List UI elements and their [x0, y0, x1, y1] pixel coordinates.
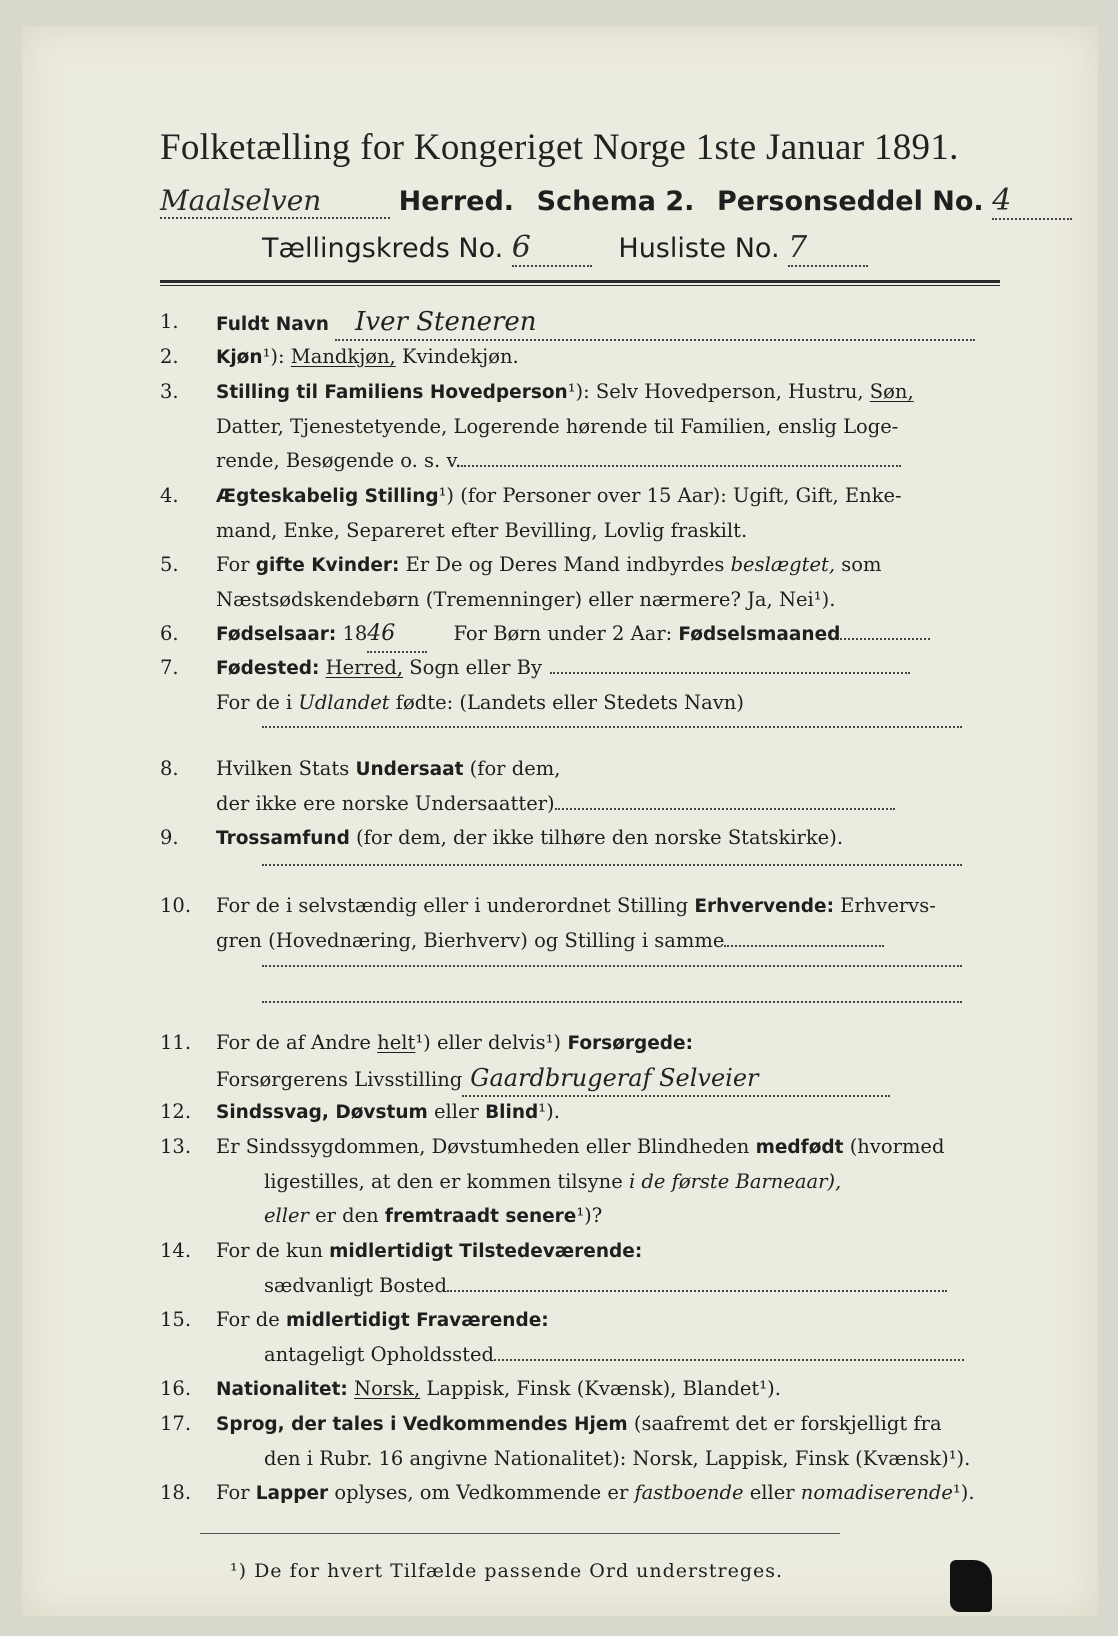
- item-label: Sprog, der tales i Vedkommendes Hjem: [216, 1414, 628, 1435]
- personseddel-number: 4: [992, 183, 1072, 220]
- item-label: Stilling til Familiens Hovedperson: [216, 382, 568, 403]
- item-number: 16.: [160, 1377, 192, 1400]
- item-text: rende, Besøgende o. s. v.: [216, 449, 462, 472]
- item-label: Lapper: [255, 1483, 329, 1504]
- item-text: den i Rubr. 16 angivne Nationalitet): Norsk, Lappisk, Finsk (Kvænsk): [264, 1447, 949, 1470]
- item-number: 3.: [160, 380, 179, 403]
- gender-option-female: Kvindekjøn.: [395, 345, 519, 368]
- item-number: 13.: [160, 1135, 192, 1158]
- kreds-label: Tællingskreds No.: [262, 233, 504, 264]
- item-text: Selv Hovedperson, Hustru,: [589, 380, 870, 403]
- item-emphasis: beslægtet,: [730, 553, 836, 576]
- footnote-ref: ¹).: [813, 588, 836, 611]
- item-text: oplyses, om Vedkommende er: [328, 1481, 635, 1504]
- fill-line: [262, 726, 962, 728]
- item-text: (for dem,: [463, 757, 561, 780]
- item-number: 17.: [160, 1412, 192, 1435]
- item-number: 9.: [160, 826, 179, 849]
- footnote-ref: ¹):: [262, 345, 285, 368]
- item-label: Fødselsmaaned: [678, 624, 841, 645]
- footnote-ref: ¹): [438, 484, 455, 507]
- item-text: For de af Andre: [216, 1031, 378, 1054]
- item-text: ligestilles, at den er kommen tilsyne: [264, 1170, 629, 1193]
- schema-label: Schema 2.: [536, 186, 695, 217]
- item-text: (saafremt det er forskjelligt fra: [627, 1412, 942, 1435]
- form-title: Folketælling for Kongeriget Norge 1ste Januar 1891.: [160, 127, 959, 168]
- item-label: medfødt: [755, 1137, 844, 1158]
- item-emphasis: fastboende: [634, 1481, 744, 1504]
- item-text: For de i selvstændig eller i underordnet Stilling: [216, 894, 695, 917]
- gender-option-male-selected: Mandkjøn,: [290, 345, 396, 368]
- husliste-number: 7: [788, 230, 868, 267]
- footnote-ref: ¹).: [952, 1481, 975, 1504]
- header-rule-thin: [160, 285, 1000, 286]
- footnote-ref: ¹).: [759, 1377, 781, 1400]
- ink-blot: [950, 1560, 992, 1612]
- item-label: midlertidigt Tilstedeværende:: [329, 1241, 643, 1262]
- item-text: For de kun: [216, 1239, 330, 1262]
- item-text: sædvanligt Bosted: [264, 1274, 447, 1297]
- fill-line: [840, 624, 930, 640]
- item-label: Undersaat: [355, 759, 464, 780]
- item-number: 5.: [160, 553, 179, 576]
- fill-line: [262, 1001, 962, 1003]
- item-text: der ikke ere norske Undersaatter): [216, 792, 555, 815]
- item-label: fremtraadt senere: [384, 1206, 577, 1227]
- item-label: Erhvervende:: [694, 896, 834, 917]
- fill-line: [262, 864, 962, 866]
- fill-line: [461, 451, 901, 467]
- item-label: Ægteskabelig Stilling: [216, 486, 439, 507]
- item-emphasis: nomadiserende: [800, 1481, 953, 1504]
- footnote-ref: ¹):: [567, 380, 590, 403]
- item-label: Fødested:: [216, 658, 320, 679]
- item-text: mand, Enke, Separeret efter Bevilling, Lovlig fraskilt.: [216, 519, 748, 542]
- support-option-helt-selected: helt: [377, 1031, 416, 1054]
- item-emphasis: i de første Barneaar),: [628, 1170, 842, 1193]
- header-line-herred: [160, 183, 1012, 223]
- item-text: eller delvis: [430, 1031, 546, 1054]
- item-text: som: [835, 553, 882, 576]
- item-label: Blind: [485, 1102, 539, 1123]
- footnote: ¹) De for hvert Tilfælde passende Ord understreges.: [230, 1560, 784, 1582]
- header-line-kreds: [262, 230, 1002, 270]
- position-option-son-selected: Søn,: [869, 380, 914, 403]
- personseddel-label: Personseddel No.: [717, 186, 984, 217]
- item-text: gren (Hovednæring, Bierhverv) og Stilling i samme: [216, 929, 725, 952]
- item-label: Nationalitet:: [216, 1379, 348, 1400]
- birth-year-prefix: 18: [336, 622, 368, 645]
- fill-line: [555, 794, 895, 810]
- item-number: 15.: [160, 1308, 192, 1331]
- item-text: er den: [308, 1204, 385, 1227]
- item-text: For de: [216, 1308, 286, 1331]
- footnote-rule: [200, 1533, 840, 1534]
- footnote-ref: ¹).: [948, 1447, 971, 1470]
- footnote-ref: ¹): [415, 1031, 431, 1054]
- herred-handwritten: Maalselven: [160, 184, 390, 219]
- item-label: Sindssvag, Døvstum: [216, 1102, 428, 1123]
- item-emphasis: eller: [264, 1204, 309, 1227]
- item-text: fødte: (Landets eller Stedets Navn): [389, 691, 744, 714]
- item-text: For: [216, 1481, 256, 1504]
- item-number: 8.: [160, 757, 179, 780]
- item-text: eller: [743, 1481, 801, 1504]
- item-text: Er De og Deres Mand indbyrdes: [399, 553, 731, 576]
- item-text: Hvilken Stats: [216, 757, 356, 780]
- provider-occupation-value: Gaardbrugeraf Selveier: [462, 1061, 890, 1097]
- fill-line: [447, 1276, 947, 1292]
- item-number: 10.: [160, 894, 192, 917]
- item-label: midlertidigt Fraværende:: [285, 1310, 549, 1331]
- item-text: (for dem, der ikke tilhøre den norske Statskirke).: [349, 826, 844, 849]
- item-emphasis: Udlandet: [298, 691, 390, 714]
- item-label: Fødselsaar:: [216, 624, 337, 645]
- item-text: (for Personer over 15 Aar): Ugift, Gift, Enke-: [454, 484, 902, 507]
- item-label: Forsørgede:: [561, 1033, 693, 1054]
- item-number: 12.: [160, 1100, 192, 1123]
- header-rule: [160, 280, 1000, 283]
- item-number: 18.: [160, 1481, 192, 1504]
- item-text: antageligt Opholdssted: [264, 1343, 495, 1366]
- full-name-value: Iver Steneren: [335, 305, 975, 341]
- fill-line: [262, 965, 962, 967]
- item-number: 11.: [160, 1031, 192, 1054]
- footnote-ref: ¹)?: [576, 1204, 603, 1227]
- item-text: (hvormed: [843, 1135, 945, 1158]
- item-text: Sogn eller By: [403, 656, 543, 679]
- item-number: 4.: [160, 484, 179, 507]
- item-number: 2.: [160, 345, 179, 368]
- item-label: Trossamfund: [216, 828, 350, 849]
- footnote-ref: ¹): [545, 1031, 562, 1054]
- item-text: Forsørgerens Livsstilling: [216, 1068, 463, 1091]
- item-label: Fuldt Navn: [216, 314, 329, 335]
- item-text: eller: [427, 1100, 486, 1123]
- item-text: Erhvervs-: [833, 894, 936, 917]
- fill-line: [550, 658, 910, 674]
- item-number: 1.: [160, 310, 179, 333]
- item-text: For Børn under 2 Aar:: [453, 622, 679, 645]
- birthplace-option-herred-selected: Herred,: [325, 656, 404, 679]
- item-text: Lappisk, Finsk (Kvænsk), Blandet: [420, 1377, 760, 1400]
- footnote-ref: ¹).: [538, 1100, 560, 1123]
- kreds-number: 6: [512, 230, 592, 267]
- husliste-label: Husliste No.: [618, 233, 780, 264]
- item-text: For de i: [216, 691, 299, 714]
- fill-line: [724, 931, 884, 947]
- birth-year-value: 46: [367, 617, 427, 653]
- item-text: Er Sindssygdommen, Døvstumheden eller Blindheden: [216, 1135, 756, 1158]
- item-text: Datter, Tjenestetyende, Logerende hørende til Familien, enslig Loge-: [216, 415, 899, 438]
- item-number: 6.: [160, 622, 179, 645]
- item-label: Kjøn: [216, 347, 263, 368]
- item-label: gifte Kvinder:: [255, 555, 400, 576]
- item-number: 7.: [160, 656, 179, 679]
- fill-line: [494, 1345, 964, 1361]
- nationality-option-norsk-selected: Norsk,: [354, 1377, 421, 1400]
- item-text: For: [216, 553, 256, 576]
- item-text: Næstsødskendebørn (Tremenninger) eller nærmere? Ja, Nei: [216, 588, 814, 611]
- herred-label: Herred.: [398, 186, 515, 217]
- item-number: 14.: [160, 1239, 192, 1262]
